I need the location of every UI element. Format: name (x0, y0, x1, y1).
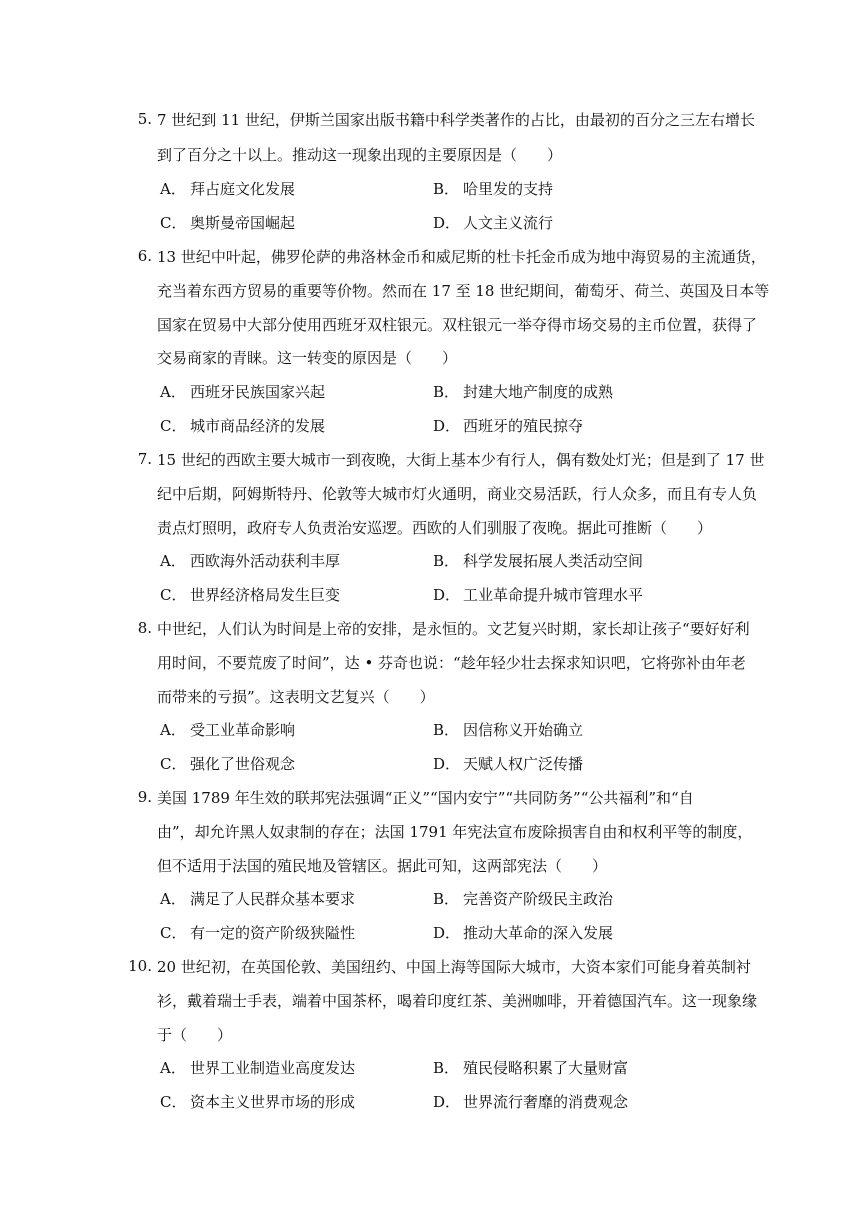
question-number: 6. (137, 247, 152, 265)
option-text: 推动大革命的深入发展 (463, 924, 614, 942)
option-letter: B． (433, 1059, 460, 1077)
question-text-line: 15 世纪的西欧主要大城市一到夜晚，大街上基本少有行人，偶有数处灯光；但是到了 17 世 (157, 451, 765, 469)
option-text: 世界经济格局发生巨变 (190, 586, 341, 604)
option-text: 受工业革命影响 (190, 721, 296, 739)
option-letter: A． (160, 552, 186, 570)
question-number: 10. (128, 957, 152, 975)
question-text-line: 由”，却允许黑人奴隶制的存在；法国 1791 年宪法宣布废除损害自由和权利平等的制度， (157, 823, 753, 841)
option-c[interactable] (160, 923, 355, 943)
question-text-line: 中世纪，人们认为时间是上帝的安排，是永恒的。文艺复兴时期，家长却让孩子“要好好利 (157, 620, 750, 638)
option-letter: A． (160, 890, 186, 908)
option-c[interactable] (160, 416, 325, 436)
question-number: 7. (137, 450, 152, 468)
option-c[interactable] (160, 585, 340, 605)
question-text-line: 7 世纪到 11 世纪，伊斯兰国家出版书籍中科学类著作的占比，由最初的百分之三左右增长 (157, 111, 755, 129)
option-a[interactable] (160, 889, 355, 909)
option-text: 天赋人权广泛传播 (463, 755, 584, 773)
option-letter: C． (160, 755, 187, 773)
option-text: 哈里发的支持 (463, 180, 554, 198)
option-text: 城市商品经济的发展 (190, 417, 326, 435)
option-a[interactable] (160, 382, 325, 402)
question-text-line: 交易商家的青睐。这一转变的原因是（ ） (157, 349, 458, 367)
option-letter: C． (160, 417, 187, 435)
option-text: 强化了世俗观念 (190, 755, 296, 773)
question-text-line: 纪中后期，阿姆斯特丹、伦敦等大城市灯火通明，商业交易活跃，行人众多，而且有专人负 (157, 485, 758, 503)
option-text: 奥斯曼帝国崛起 (190, 214, 296, 232)
option-text: 殖民侵略积累了大量财富 (463, 1059, 629, 1077)
option-letter: C． (160, 214, 187, 232)
question-text-line: 13 世纪中叶起，佛罗伦萨的弗洛林金币和威尼斯的杜卡托金币成为地中海贸易的主流通货， (157, 248, 766, 266)
option-d[interactable] (433, 585, 643, 605)
question-text-line: 充当着东西方贸易的重要等价物。然而在 17 至 18 世纪期间，葡萄牙、荷兰、英国及日本等 (157, 282, 770, 300)
option-b[interactable] (433, 382, 613, 402)
option-text: 西班牙民族国家兴起 (190, 383, 326, 401)
question-text-line: 衫，戴着瑞士手表，端着中国茶杯，喝着印度红茶、美洲咖啡，开着德国汽车。这一现象缘 (157, 992, 758, 1010)
option-text: 科学发展拓展人类活动空间 (463, 552, 644, 570)
option-a[interactable] (160, 179, 295, 199)
option-b[interactable] (433, 889, 613, 909)
option-text: 世界工业制造业高度发达 (190, 1059, 356, 1077)
option-b[interactable] (433, 179, 553, 199)
option-text: 拜占庭文化发展 (190, 180, 296, 198)
option-text: 世界流行奢靡的消费观念 (463, 1093, 629, 1111)
question-text-line: 责点灯照明，政府专人负责治安巡逻。西欧的人们驯服了夜晚。据此可推断（ ） (157, 519, 713, 537)
question-text-line: 用时间，不要荒废了时间”，达 • 芬奇也说：“趁年轻少壮去探求知识吧，它将弥补由年老 (157, 654, 746, 672)
question-text-line: 而带来的亏损”。这表明文艺复兴（ ） (157, 688, 435, 706)
option-letter: A． (160, 721, 186, 739)
option-d[interactable] (433, 213, 553, 233)
option-text: 西欧海外活动获利丰厚 (190, 552, 341, 570)
question-text-line: 20 世纪初，在英国伦敦、美国纽约、中国上海等国际大城市，大资本家们可能身着英制衬 (157, 958, 751, 976)
option-text: 完善资产阶级民主政治 (463, 890, 614, 908)
question-text-line: 但不适用于法国的殖民地及管辖区。据此可知，这两部宪法（ ） (157, 857, 608, 875)
option-a[interactable] (160, 720, 295, 740)
option-b[interactable] (433, 720, 583, 740)
question-text-line: 到了百分之十以上。推动这一现象出现的主要原因是（ ） (157, 146, 563, 164)
question-number: 9. (137, 788, 152, 806)
option-a[interactable] (160, 551, 340, 571)
option-letter: A． (160, 383, 186, 401)
option-d[interactable] (433, 754, 583, 774)
question-text-line: 于（ ） (157, 1026, 233, 1044)
option-text: 西班牙的殖民掠夺 (463, 417, 584, 435)
option-c[interactable] (160, 213, 295, 233)
option-text: 满足了人民群众基本要求 (190, 890, 356, 908)
option-letter: B． (433, 383, 460, 401)
option-text: 人文主义流行 (463, 214, 554, 232)
option-letter: A． (160, 180, 186, 198)
option-letter: C． (160, 924, 187, 942)
option-b[interactable] (433, 1058, 628, 1078)
option-letter: D． (433, 417, 461, 435)
option-letter: D． (433, 755, 461, 773)
option-text: 工业革命提升城市管理水平 (463, 586, 644, 604)
question-number: 5. (137, 110, 152, 128)
option-d[interactable] (433, 923, 613, 943)
option-d[interactable] (433, 416, 583, 436)
option-b[interactable] (433, 551, 643, 571)
option-letter: B． (433, 552, 460, 570)
option-a[interactable] (160, 1058, 355, 1078)
option-text: 因信称义开始确立 (463, 721, 584, 739)
option-letter: C． (160, 1093, 187, 1111)
option-letter: D． (433, 924, 461, 942)
option-letter: B． (433, 180, 460, 198)
question-text-line: 美国 1789 年生效的联邦宪法强调“正义”“国内安宁”“共同防务”“公共福利”和“自 (157, 789, 694, 807)
option-c[interactable] (160, 1092, 355, 1112)
option-letter: C． (160, 586, 187, 604)
option-letter: A． (160, 1059, 186, 1077)
option-letter: B． (433, 721, 460, 739)
option-letter: D． (433, 1093, 461, 1111)
question-text-line: 国家在贸易中大部分使用西班牙双柱银元。双柱银元一举夺得市场交易的主币位置，获得了 (157, 316, 758, 334)
option-text: 有一定的资产阶级狭隘性 (190, 924, 356, 942)
question-number: 8. (137, 619, 152, 637)
option-d[interactable] (433, 1092, 628, 1112)
option-c[interactable] (160, 754, 295, 774)
option-text: 封建大地产制度的成熟 (463, 383, 614, 401)
option-letter: D． (433, 586, 461, 604)
option-letter: B． (433, 890, 460, 908)
option-letter: D． (433, 214, 461, 232)
option-text: 资本主义世界市场的形成 (190, 1093, 356, 1111)
